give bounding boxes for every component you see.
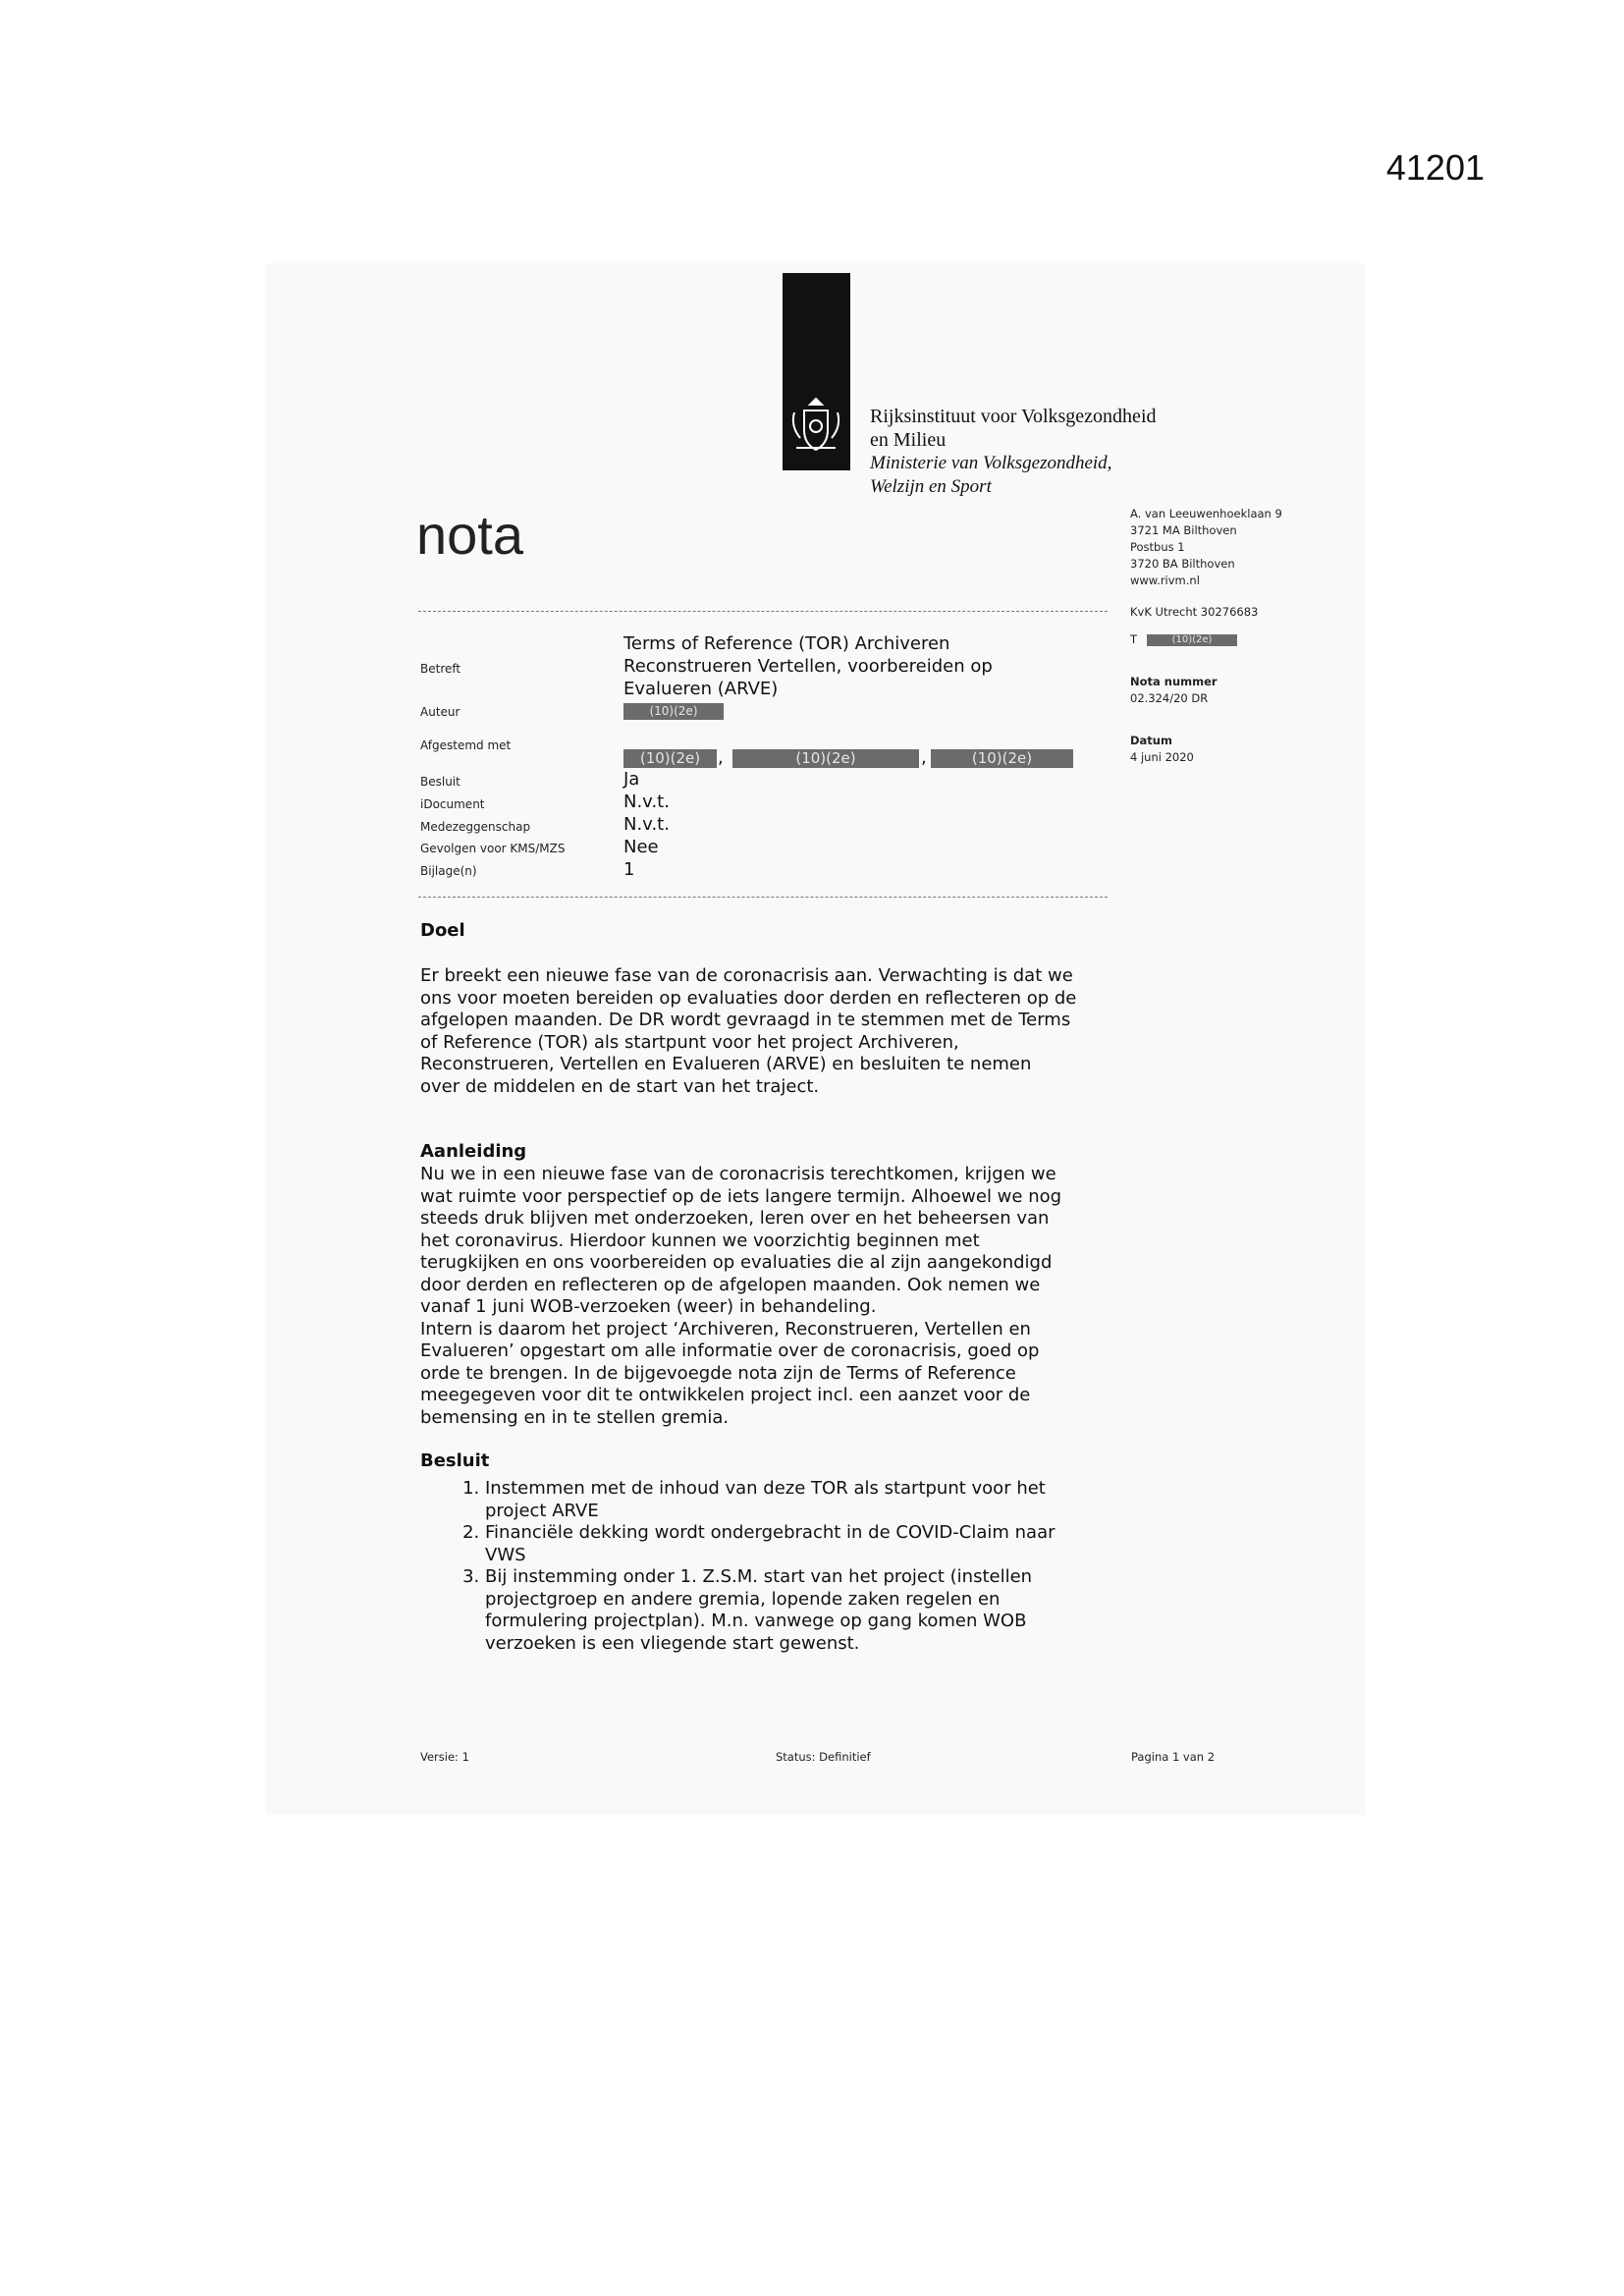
address-street: A. van Leeuwenhoeklaan 9	[1130, 507, 1282, 520]
doel-line: ons voor moeten bereiden op evaluaties door derden en reflecteren op de	[420, 987, 1077, 1009]
kvk-number: KvK Utrecht 30276683	[1130, 605, 1259, 619]
nota-nummer-value: 02.324/20 DR	[1130, 691, 1209, 705]
besluit-list	[420, 1478, 1172, 1655]
auteur-label: Auteur	[420, 705, 460, 719]
nota-nummer-label: Nota nummer	[1130, 675, 1218, 688]
idocument-value: N.v.t.	[623, 792, 670, 812]
besluit-item-line: VWS	[485, 1544, 526, 1565]
besluit-value: Ja	[623, 769, 640, 790]
footer-status: Status: Definitief	[776, 1750, 871, 1764]
redacted-auteur: (10)(2e)	[623, 703, 724, 720]
besluit-item	[485, 1522, 1172, 1566]
footer-pagina: Pagina 1 van 2	[1131, 1750, 1216, 1764]
doel-paragraph	[420, 965, 1127, 1098]
ministry-line-2: Welzijn en Sport	[870, 476, 992, 497]
aanleiding-line: meegegeven voor dit te ontwikkelen project incl. een aanzet voor de	[420, 1385, 1031, 1405]
fields-divider	[418, 897, 1108, 898]
address-postbus-city: 3720 BA Bilthoven	[1130, 557, 1235, 571]
nota-nummer-block	[1130, 674, 1218, 707]
gevolgen-label: Gevolgen voor KMS/MZS	[420, 842, 566, 855]
besluit-item-line: formulering projectplan). M.n. vanwege op gang komen WOB	[485, 1611, 1027, 1631]
aanleiding-line: steeds druk blijven met onderzoeken, leren over en het beheersen van	[420, 1208, 1050, 1229]
besluit-heading: Besluit	[420, 1450, 490, 1471]
address-postbus: Postbus 1	[1130, 540, 1185, 554]
datum-value: 4 juni 2020	[1130, 750, 1194, 764]
aanleiding-line: door derden en reflecteren op de afgelopen maanden. Ook nemen we	[420, 1274, 1041, 1295]
besluit-item-line: 1. Instemmen met de inhoud van deze TOR als startpunt voor het	[485, 1478, 1046, 1499]
idocument-label: iDocument	[420, 797, 485, 811]
betreft-label: Betreft	[420, 662, 461, 676]
redacted-afgestemd-2: (10)(2e)	[732, 749, 919, 768]
afgestemd-label: Afgestemd met	[420, 738, 512, 752]
coat-of-arms-icon	[783, 391, 850, 460]
org-line-1: Rijksinstituut voor Volksgezondheid	[870, 406, 1157, 427]
aanleiding-heading: Aanleiding	[420, 1141, 527, 1162]
besluit-item-line: project ARVE	[485, 1500, 599, 1521]
address-city: 3721 MA Bilthoven	[1130, 523, 1237, 537]
bijlagen-value: 1	[623, 859, 635, 880]
besluit-item-line: 3. Bij instemming onder 1. Z.S.M. start van het project (instellen	[485, 1566, 1033, 1587]
organisation-name	[870, 405, 1157, 499]
separator-2: ,	[921, 747, 927, 768]
redacted-phone: (10)(2e)	[1147, 634, 1237, 646]
phone-label: T	[1130, 632, 1138, 646]
besluit-label: Besluit	[420, 775, 460, 789]
aanleiding-line: vanaf 1 juni WOB-verzoeken (weer) in behandeling.	[420, 1296, 877, 1317]
footer-versie: Versie: 1	[420, 1750, 469, 1764]
datum-label: Datum	[1130, 734, 1172, 747]
ministry-line-1: Ministerie van Volksgezondheid,	[870, 453, 1112, 473]
besluit-item-line: 2. Financiële dekking wordt ondergebracht in de COVID-Claim naar	[485, 1522, 1056, 1543]
besluit-item-line: projectgroep en andere gremia, lopende zaken regelen en	[485, 1588, 1001, 1610]
bijlagen-label: Bijlage(n)	[420, 864, 477, 878]
besluit-item	[485, 1566, 1172, 1655]
medezeggenschap-label: Medezeggenschap	[420, 820, 531, 834]
document-number: 41201	[1385, 147, 1485, 188]
doel-line: over de middelen en de start van het traject.	[420, 1075, 820, 1097]
address-block	[1130, 506, 1282, 589]
medezeggenschap-value: N.v.t.	[623, 814, 670, 835]
aanleiding-line: Intern is daarom het project ‘Archiveren, Reconstrueren, Vertellen en	[420, 1318, 1031, 1339]
betreft-value	[623, 632, 993, 700]
aanleiding-line: bemensing en in te stellen gremia.	[420, 1406, 730, 1428]
betreft-line-3: Evalueren (ARVE)	[623, 679, 779, 699]
aanleiding-line: het coronavirus. Hierdoor kunnen we voorzichtig beginnen met	[420, 1230, 980, 1251]
aanleiding-line: terugkijken en ons voorbereiden op evaluaties die al zijn aangekondigd	[420, 1252, 1053, 1273]
besluit-item-line: verzoeken is een vliegende start gewenst.	[485, 1632, 860, 1654]
gevolgen-value: Nee	[623, 837, 659, 857]
address-website: www.rivm.nl	[1130, 574, 1200, 587]
aanleiding-line: Evalueren’ opgestart om alle informatie over de coronacrisis, goed op	[420, 1340, 1040, 1361]
doel-line: of Reference (TOR) als startpunt voor het project Archiveren,	[420, 1031, 959, 1053]
org-line-2: en Milieu	[870, 429, 947, 451]
aanleiding-paragraph	[420, 1164, 1127, 1429]
doel-line: afgelopen maanden. De DR wordt gevraagd in te stemmen met de Terms	[420, 1010, 1071, 1030]
betreft-line-1: Terms of Reference (TOR) Archiveren	[623, 633, 950, 654]
redacted-afgestemd-3: (10)(2e)	[931, 749, 1073, 768]
betreft-line-2: Reconstrueren Vertellen, voorbereiden op	[623, 656, 993, 677]
doel-line: Er breekt een nieuwe fase van de coronacrisis aan. Verwachting is dat we	[420, 965, 1073, 986]
doel-line: Reconstrueren, Vertellen en Evalueren (ARVE) en besluiten te nemen	[420, 1054, 1032, 1074]
aanleiding-line: wat ruimte voor perspectief op de iets langere termijn. Alhoewel we nog	[420, 1185, 1062, 1207]
aanleiding-line: orde te brengen. In de bijgevoegde nota zijn de Terms of Reference	[420, 1362, 1016, 1384]
aanleiding-line: Nu we in een nieuwe fase van de coronacrisis terechtkomen, krijgen we	[420, 1164, 1056, 1184]
redacted-afgestemd-1: (10)(2e)	[623, 749, 717, 768]
besluit-item	[485, 1478, 1172, 1522]
page-title: nota	[416, 504, 523, 566]
datum-block	[1130, 733, 1194, 766]
header-divider	[418, 611, 1108, 612]
doel-heading: Doel	[420, 920, 465, 941]
separator-1: ,	[718, 747, 724, 768]
